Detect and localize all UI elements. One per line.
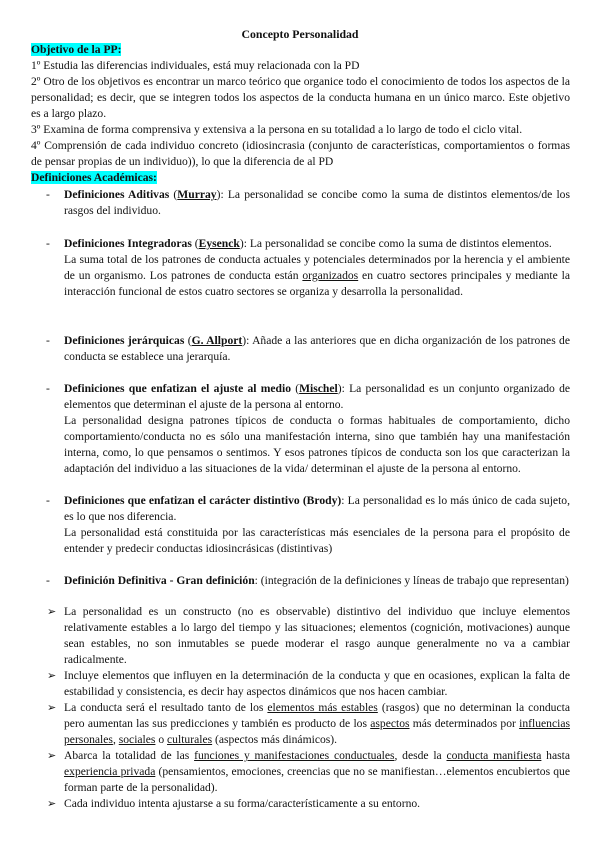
bullet-totalidad: ➢ Abarca la totalidad de las funciones y manifestaciones conductuales, desde la conducta manifiesta hasta experiencia privada (pensamientos, emociones, creencias que no se manifiestan…elementos encubiertos que forman parte de la personalidad). <box>47 749 571 794</box>
definition-integradoras: - Definiciones Integradoras (Eysenck): La personalidad se concibe como la suma de distintos elementos. La suma total de los patrones de conducta actuales y potenciales determinados por la herencia y el ambiente de un organismo. Los patrones de conducta están organizados en cuatro sectores principales y mediante la interacción funcional de estos cuatro sectores se organiza y desarrolla la personalidad. <box>46 237 571 298</box>
objective-3: 3º Examina de forma comprensiva y extensiva a la persona en su totalidad a lo largo de todo el ciclo vital. <box>31 123 523 136</box>
definition-name: Definiciones Aditivas <box>64 188 170 201</box>
underlined-term: sociales <box>118 733 156 746</box>
definition-text: Añade a las anteriores que en dicha organización de los patrones de conducta se establece una jerarquía. <box>64 334 571 363</box>
bullet-elementos-dinamicos <box>47 668 570 700</box>
bullet-text: Cada individuo intenta ajustarse a su forma/característicamente a su entorno. <box>64 797 421 810</box>
definition-jerarquicas: - Definiciones jerárquicas (G. Allport): Añade a las anteriores que en dicha organización de los patrones de conducta se establece una jerarquía. <box>46 334 571 363</box>
underlined-term: organizados <box>302 269 359 282</box>
underlined-term: influencias personales <box>64 717 570 746</box>
dash-marker: - <box>46 382 50 395</box>
underlined-term: aspectos <box>370 717 410 730</box>
bullet-text: La personalidad es un constructo (no es observable) distintivo del individuo que incluye elementos relativamente estables a lo largo del tiempo y las situaciones; elementos (cognición, motivaciones) aunque sean estables, no son inmutables se puede moderar el rasgo aunque generalmente no va a cambiar radicalmente. <box>64 605 570 666</box>
definition-ajuste-medio: - Definiciones que enfatizan el ajuste al medio (Mischel): La personalidad es un conjunto organizado de elementos que determinan el ajuste de la persona al entorno. La personalidad designa patrones típicos de conducta o formas habituales de comportamiento, dicho comportamiento/conducta no es sólo una manifestación interna, sino que también hay una manifestación interna, como, lo que pensamos o sentimos. Y esos patrones típicos de conducta son los que caracterizan la adaptación del individuo a las situaciones de la vida/ determinan el ajuste de la persona al entorno. <box>46 382 571 475</box>
dash-marker: - <box>46 574 50 587</box>
dash-marker: - <box>46 334 50 347</box>
definition-text: La personalidad es un conjunto organizado de elementos que determinan el ajuste de la persona al entorno. <box>64 382 571 411</box>
definition-author: G. Allport <box>191 334 243 347</box>
objective-1: 1º Estudia las diferencias individuales, está muy relacionada con la PD <box>31 59 360 72</box>
definition-text: La personalidad es lo más único de cada sujeto, es lo que nos diferencia. <box>64 494 570 523</box>
definitions-heading: Definiciones Académicas: <box>31 171 157 184</box>
arrow-bullet-icon: ➢ <box>47 797 57 810</box>
bullet-constructo <box>47 604 570 668</box>
dash-marker: - <box>46 188 50 201</box>
definition-author: Murray <box>177 188 217 201</box>
dash-marker: - <box>46 237 50 250</box>
underlined-term: elementos más estables <box>267 701 378 714</box>
arrow-bullet-icon: ➢ <box>47 749 57 762</box>
objective-2: 2º Otro de los objetivos es encontrar un marco teórico que organice todo el conocimiento de todos los aspectos de la personalidad; es decir, que se integren todos los aspectos de la conducta humana en un único marco. Este objetivo es a largo plazo. <box>31 75 570 120</box>
definition-caracter-distintivo: - Definiciones que enfatizan el carácter distintivo (Brody): La personalidad es lo más único de cada sujeto, es lo que nos diferencia. La personalidad está constituida por las características más esenciales de la persona para el propósito de entender y predecir conductas idiosincrásicas (distintivas) <box>46 494 570 555</box>
definition-aditivas: - Definiciones Aditivas (Murray): La personalidad se concibe como la suma de distintos elementos/de los rasgos del individuo. <box>46 188 570 217</box>
objectives-section <box>31 42 570 186</box>
definition-name: Definiciones que enfatizan el ajuste al medio <box>64 382 291 395</box>
definition-name: Definiciones que enfatizan el carácter distintivo (Brody) <box>64 494 342 507</box>
bullet-conducta-resultado: ➢ La conducta será el resultado tanto de los elementos más estables (rasgos) que no determinan la conducta pero aumentan las sus predicciones y también es producto de los aspectos más determinados por influencias personales, sociales o culturales (aspectos más dinámicos). <box>47 701 570 746</box>
definition-definitiva: - Definición Definitiva - Gran definición: (integración de la definiciones y líneas de trabajo que representan) <box>46 574 569 587</box>
definition-paragraph: La personalidad designa patrones típicos de conducta o formas habituales de comportamiento, dicho comportamiento/conducta no es sólo una manifestación interna, sino que también hay una manifestación interna, como, lo que pensamos o sentimos. Y esos patrones típicos de conducta son los que caracterizan la adaptación del individuo a las situaciones de la vida/ determinan el ajuste de la persona al entorno. <box>64 414 570 475</box>
definition-author: Mischel <box>299 382 338 395</box>
definition-name: Definiciones Integradoras <box>64 237 192 250</box>
arrow-bullet-icon: ➢ <box>47 701 57 714</box>
underlined-term: culturales <box>167 733 213 746</box>
arrow-bullet-icon: ➢ <box>47 669 57 682</box>
definition-text: La personalidad se concibe como la suma de distintos elementos/de los rasgos del individuo. <box>64 188 570 217</box>
definition-paragraph: La personalidad está constituida por las características más esenciales de la persona para el propósito de entender y predecir conductas idiosincrásicas (distintivas) <box>64 526 570 555</box>
definition-author: Eysenck <box>198 237 240 250</box>
bullet-text: Incluye elementos que influyen en la determinación de la conducta y que en ocasiones, explican la falta de estabilidad y consistencia, es decir hay aspectos dinámicos que nos hacen cambiar. <box>64 669 570 698</box>
underlined-term: experiencia privada <box>64 765 156 778</box>
bullet-ajuste-entorno <box>47 796 570 812</box>
underlined-term: conducta manifiesta <box>446 749 542 762</box>
definition-text: La personalidad se concibe como la suma de distintos elementos. <box>249 237 552 250</box>
underlined-term: funciones y manifestaciones conductuales <box>194 749 395 762</box>
objective-4: 4º Comprensión de cada individuo concreto (idiosincrasia (conjunto de características, comportamientos o formas de pensar propias de un individuo)), lo que la diferencia de al PD <box>31 139 570 168</box>
objectives-heading: Objetivo de la PP: <box>31 43 122 56</box>
dash-marker: - <box>46 494 50 507</box>
definition-text: (integración de la definiciones y líneas de trabajo que representan) <box>260 574 569 587</box>
definition-name: Definición Definitiva - Gran definición <box>64 574 255 587</box>
definition-name: Definiciones jerárquicas <box>64 334 185 347</box>
arrow-bullet-icon: ➢ <box>47 605 57 618</box>
document-title: Concepto Personalidad <box>241 27 359 41</box>
